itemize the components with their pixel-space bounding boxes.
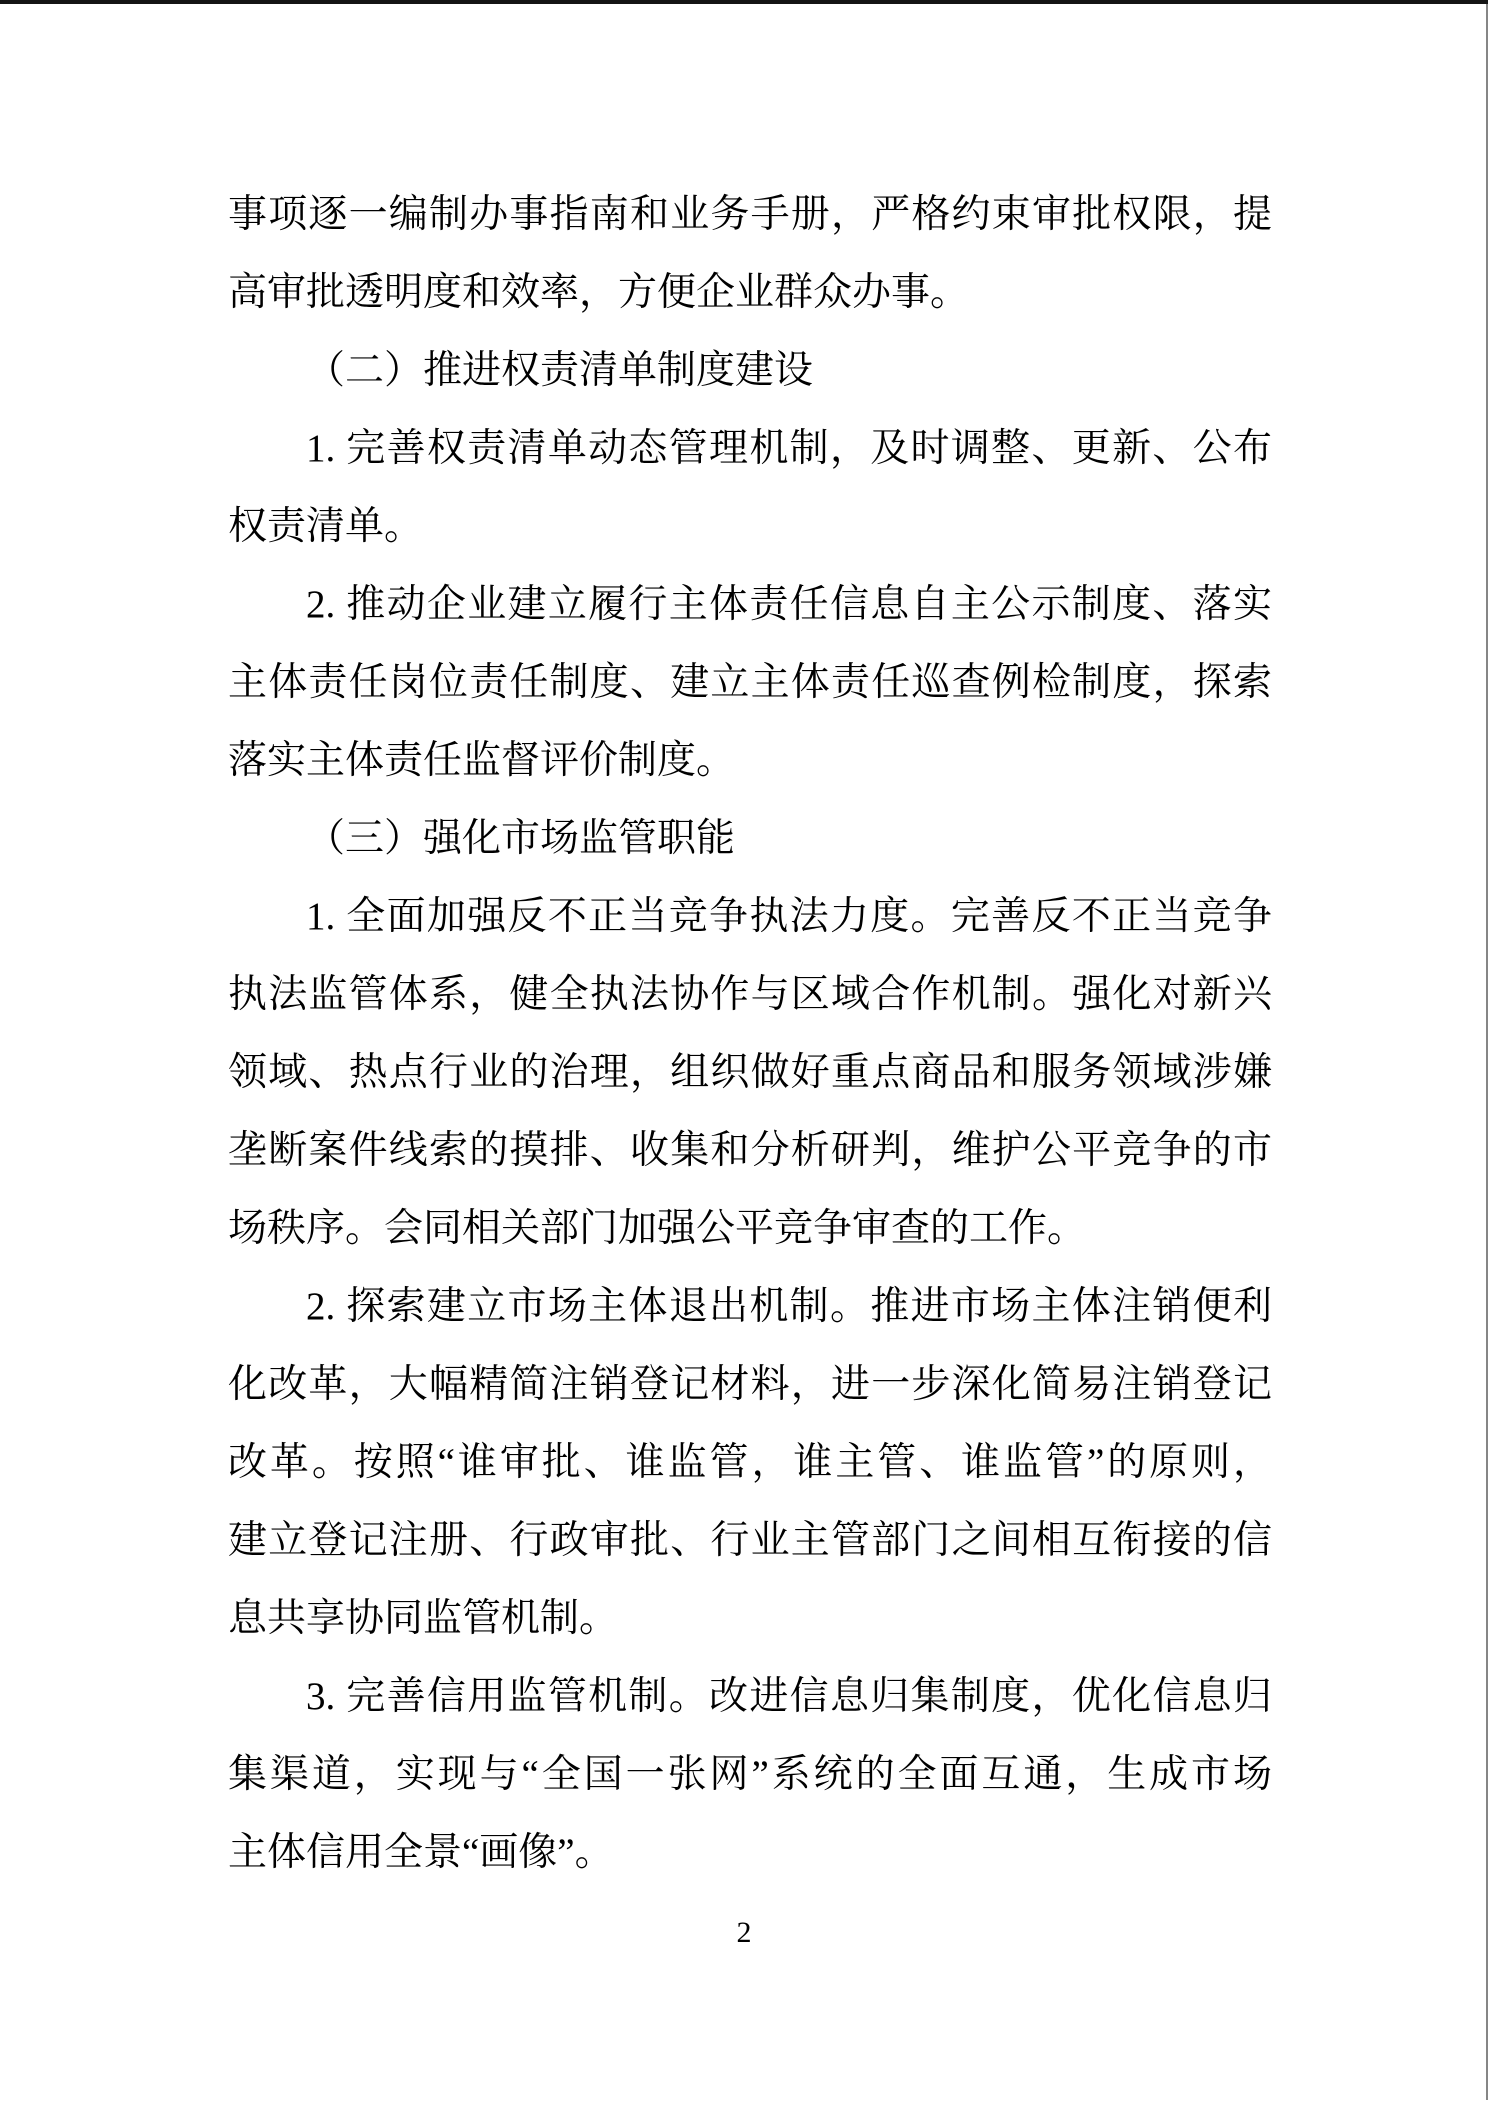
- document-page-body: [228, 176, 1272, 1892]
- text-line: 主体信用全景“画像”。: [228, 1831, 614, 1874]
- section-heading: （三）强化市场监管职能: [306, 817, 736, 860]
- text-line: 事项逐一编制办事指南和业务手册，严格约束审批权限，提: [228, 193, 1272, 236]
- text-line: 建立登记注册、行政审批、行业主管部门之间相互衔接的信: [228, 1519, 1272, 1562]
- text-line: 高审批透明度和效率，方便企业群众办事。: [228, 271, 970, 314]
- section-heading: （二）推进权责清单制度建设: [306, 349, 814, 392]
- text-line: 3. 完善信用监管机制。改进信息归集制度，优化信息归: [306, 1675, 1272, 1718]
- text-line: 1. 完善权责清单动态管理机制，及时调整、更新、公布: [306, 427, 1272, 470]
- text-line: 领域、热点行业的治理，组织做好重点商品和服务领域涉嫌: [228, 1051, 1272, 1094]
- text-line: 权责清单。: [228, 505, 424, 548]
- top-edge-border: [0, 0, 1488, 4]
- text-line: 场秩序。会同相关部门加强公平竞争审查的工作。: [228, 1207, 1087, 1250]
- text-line: 执法监管体系，健全执法协作与区域合作机制。强化对新兴: [228, 973, 1272, 1016]
- page-number: 2: [736, 1916, 752, 1949]
- text-line: 落实主体责任监督评价制度。: [228, 739, 736, 782]
- text-line: 主体责任岗位责任制度、建立主体责任巡查例检制度，探索: [228, 661, 1272, 704]
- text-line: 集渠道，实现与“全国一张网”系统的全面互通，生成市场: [228, 1753, 1272, 1796]
- text-line: 1. 全面加强反不正当竞争执法力度。完善反不正当竞争: [306, 895, 1272, 938]
- text-line: 垄断案件线索的摸排、收集和分析研判，维护公平竞争的市: [228, 1129, 1272, 1172]
- text-line: 改革。按照“谁审批、谁监管，谁主管、谁监管”的原则，: [228, 1441, 1272, 1484]
- text-line: 2. 推动企业建立履行主体责任信息自主公示制度、落实: [306, 583, 1272, 626]
- text-line: 2. 探索建立市场主体退出机制。推进市场主体注销便利: [306, 1285, 1272, 1328]
- text-line: 息共享协同监管机制。: [228, 1597, 619, 1640]
- text-line: 化改革，大幅精简注销登记材料，进一步深化简易注销登记: [228, 1363, 1272, 1406]
